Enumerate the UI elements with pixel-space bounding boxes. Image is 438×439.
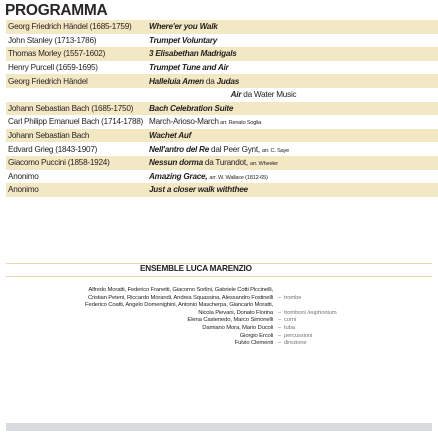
composer-name: Georg Friedrich Händel [8,76,88,86]
program-row [6,129,438,143]
instrument [284,302,420,310]
program-row [6,74,438,88]
piece-text: arr. W. Wallace (1812-65) [209,174,268,181]
program-row [6,183,438,197]
performer-names: Nicola Pievani, Donato Florina [198,309,273,316]
composer-name: Giacomo Puccini (1858-1924) [8,158,110,168]
dash-separator [275,287,284,295]
dash-separator [275,302,284,310]
piece-text: Trumpet Tune and Air [149,63,229,73]
program-row [6,47,438,61]
composer-name: John Stanley (1713-1786) [8,35,97,45]
program-row [6,61,438,75]
instrument: trombe [284,294,302,301]
piece-title [149,145,438,154]
performer-names: Alfredo Moratti, Federico Franetti, Giacomo Sorlini, Gabriele Cotti Piccinelli, [88,287,273,293]
piece-text: Bach Celebration Suite [149,103,234,113]
program-row [6,34,438,48]
instrument: corni [284,317,297,324]
separator [6,276,432,277]
composer-name: Georg Friedrich Händel (1685-1759) [8,22,132,32]
performer-names: Giorgio Ercoli [239,332,273,339]
program-list [6,20,438,197]
piece-title [149,90,438,99]
dash-separator: – [277,309,282,316]
performer-names: Damiano Mora, Mario Ducoli [202,324,273,331]
composer-name: Carl Philipp Emanuel Bach (1714-1788) [8,117,144,127]
piece-text: Where'er you Walk [149,22,218,32]
piece-text: da [203,76,217,86]
dash-separator: – [277,294,282,301]
piece-title [149,131,438,140]
piece-text: March-Arioso-March [149,117,219,127]
program-row [6,142,438,156]
program-row [6,115,438,129]
footer-bar [6,423,432,431]
performers-list [20,287,420,348]
piece-title [149,22,438,31]
piece-text: da Water Music [241,90,297,100]
piece-title [149,117,438,126]
program-row [6,20,438,34]
performer-names: Fulvio Clementi [234,340,273,347]
piece-text: arr. C. Saye [261,147,290,154]
piece-title [149,63,438,72]
piece-text: da Turandot, [202,158,250,168]
program-row [6,170,438,184]
piece-text: Judas [216,76,239,86]
piece-title [149,77,438,86]
performer-row [20,302,420,310]
composer-name: Edvard Grieg (1843-1907) [8,144,98,154]
piece-text: Nell'antro del Re [149,144,210,154]
dash-separator: – [277,324,282,331]
piece-text: Halleluia Amen [149,76,204,86]
composer-name: Thomas Morley (1557-1602) [8,49,106,59]
performer-row [20,295,420,303]
performer-names: Elena Castenedo, Marco Simonelli [187,317,273,324]
ensemble-name: ENSEMBLE LUCA MARENZIO [140,264,252,273]
composer-name: Anonimo [8,185,39,195]
program-row [6,156,438,170]
dash-separator: – [277,317,282,324]
instrument: direzione [284,340,307,347]
piece-text: 3 Elisabethan Madrigals [149,49,237,59]
performer-names: Federico Coatti, Angelo Domenighini, Antonio Mascherpa, Giancarlo Moratti, [85,302,273,309]
composer-name: Johann Sebastian Bach (1685-1750) [8,103,134,113]
piece-text: Trumpet Voluntary [149,35,218,45]
performer-row [20,340,420,348]
piece-text: arr. Renato Soglia [218,120,262,127]
composer-name: Henry Purcell (1659-1695) [8,63,98,73]
performer-row [20,310,420,318]
piece-title [149,104,438,113]
program-row [6,88,438,102]
instrument [284,287,420,295]
instrument: tuba [284,324,295,331]
piece-text: Nessun dorma [149,158,203,168]
program-row [6,102,438,116]
piece-text: Just a closer walk withthee [149,185,248,195]
piece-text: dal Peer Gynt, [209,144,262,154]
dash-separator: – [277,340,282,347]
performer-row [20,333,420,341]
piece-title [149,36,438,45]
piece-title [149,158,438,167]
dash-separator: – [277,332,282,339]
piece-text: arr. Wheeler [249,161,278,168]
composer-name: Johann Sebastian Bach [8,131,90,141]
piece-text: Wachet Auf [149,131,192,141]
piece-text: Amazing Grace, [149,171,210,181]
composer-name: Anonimo [8,171,39,181]
piece-title [149,185,438,194]
instrument: percussioni [284,332,313,339]
piece-title [149,172,438,181]
performer-row [20,287,420,295]
program-heading: PROGRAMMA [5,2,108,19]
piece-title [149,49,438,58]
performer-row [20,325,420,333]
performer-row [20,317,420,325]
instrument: tromboni /euphonium [284,309,337,316]
piece-text: Air [230,90,242,100]
performer-names: Cristian Peteni, Riccardo Morandi, Andrea Squassina, Alessandro Fostinelli [87,294,273,301]
